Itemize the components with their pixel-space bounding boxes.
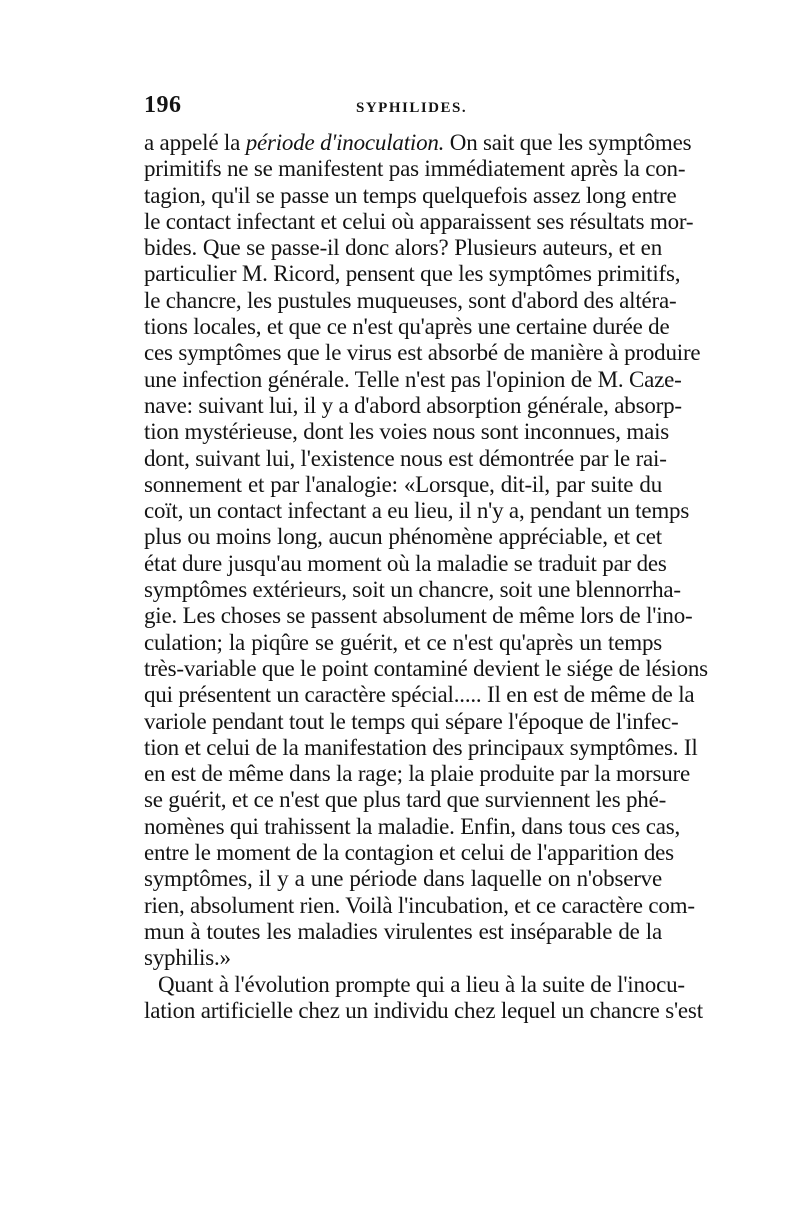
body-text [144,130,708,1024]
text-line: tion et celui de la manifestation des principaux symptômes. Il [144,734,698,760]
text-line: état dure jusqu'au moment où la maladie se traduit par des [144,550,667,576]
text-line: ces symptômes que le virus est absorbé de manière à produire [144,340,701,366]
text-line: le chancre, les pustules muqueuses, sont d'abord des altéra- [144,287,677,313]
text-line: entre le moment de la contagion et celui de l'apparition des [144,840,674,866]
text-line: coït, un contact infectant a eu lieu, il n'y a, pendant un temps [144,498,690,524]
text-run: On sait que les symptômes [444,130,692,155]
text-line: gie. Les choses se passent absolument de même lors de l'ino- [144,603,693,629]
text-line: syphilis.» [144,945,231,971]
text-line: tions locales, et que ce n'est qu'après une certaine durée de [144,314,670,340]
running-head: SYPHILIDES. [356,100,468,116]
text-line: en est de même dans la rage; la plaie produite par la morsure [144,761,690,787]
text-line: mun à toutes les maladies virulentes est inséparable de la [144,918,662,944]
text-line: se guérit, et ce n'est que plus tard que surviennent les phé- [144,787,667,813]
text-line: nave: suivant lui, il y a d'abord absorption générale, absorp- [144,392,682,418]
text-line [144,130,692,156]
text-line: lation artificielle chez un individu chez lequel un chancre s'est [144,997,703,1023]
text-line: sonnement et par l'analogie: «Lorsque, dit-il, par suite du [144,471,662,497]
text-line: une infection générale. Telle n'est pas l'opinion de M. Caze- [144,366,682,392]
text-line: le contact infectant et celui où apparaissent ses résultats mor- [144,208,694,234]
text-line: dont, suivant lui, l'existence nous est démontrée par le rai- [144,445,667,471]
text-line: nomènes qui trahissent la maladie. Enfin, dans tous ces cas, [144,813,681,839]
text-line: particulier M. Ricord, pensent que les symptômes primitifs, [144,261,681,287]
text-line: variole pendant tout le temps qui sépare l'époque de l'infec- [144,708,679,734]
emphasized-term: période d'inoculation. [245,130,445,155]
page-number: 196 [144,92,182,118]
text-line: symptômes extérieurs, soit un chancre, soit une blennorrha- [144,577,681,603]
text-line: bides. Que se passe-il donc alors? Plusieurs auteurs, et en [144,235,662,261]
text-run: a appelé la [144,130,246,155]
text-line: tion mystérieuse, dont les voies nous sont inconnues, mais [144,419,670,445]
paragraph-first-line: Quant à l'évolution prompte qui a lieu à la suite de l'inocu- [158,971,685,997]
page-header [144,92,664,126]
text-line: plus ou moins long, aucun phénomène appréciable, et cet [144,524,662,550]
text-line: qui présentent un caractère spécial..... Il en est de même de la [144,682,695,708]
text-line: très-variable que le point contaminé devient le siége de lésions [144,655,708,681]
text-line: tagion, qu'il se passe un temps quelquefois assez long entre [144,182,677,208]
text-line: primitifs ne se manifestent pas immédiatement après la con- [144,156,686,182]
text-line: rien, absolument rien. Voilà l'incubation, et ce caractère com- [144,892,695,918]
text-line: symptômes, il y a une période dans laquelle on n'observe [144,866,662,892]
text-line: culation; la piqûre se guérit, et ce n'est qu'après un temps [144,629,662,655]
